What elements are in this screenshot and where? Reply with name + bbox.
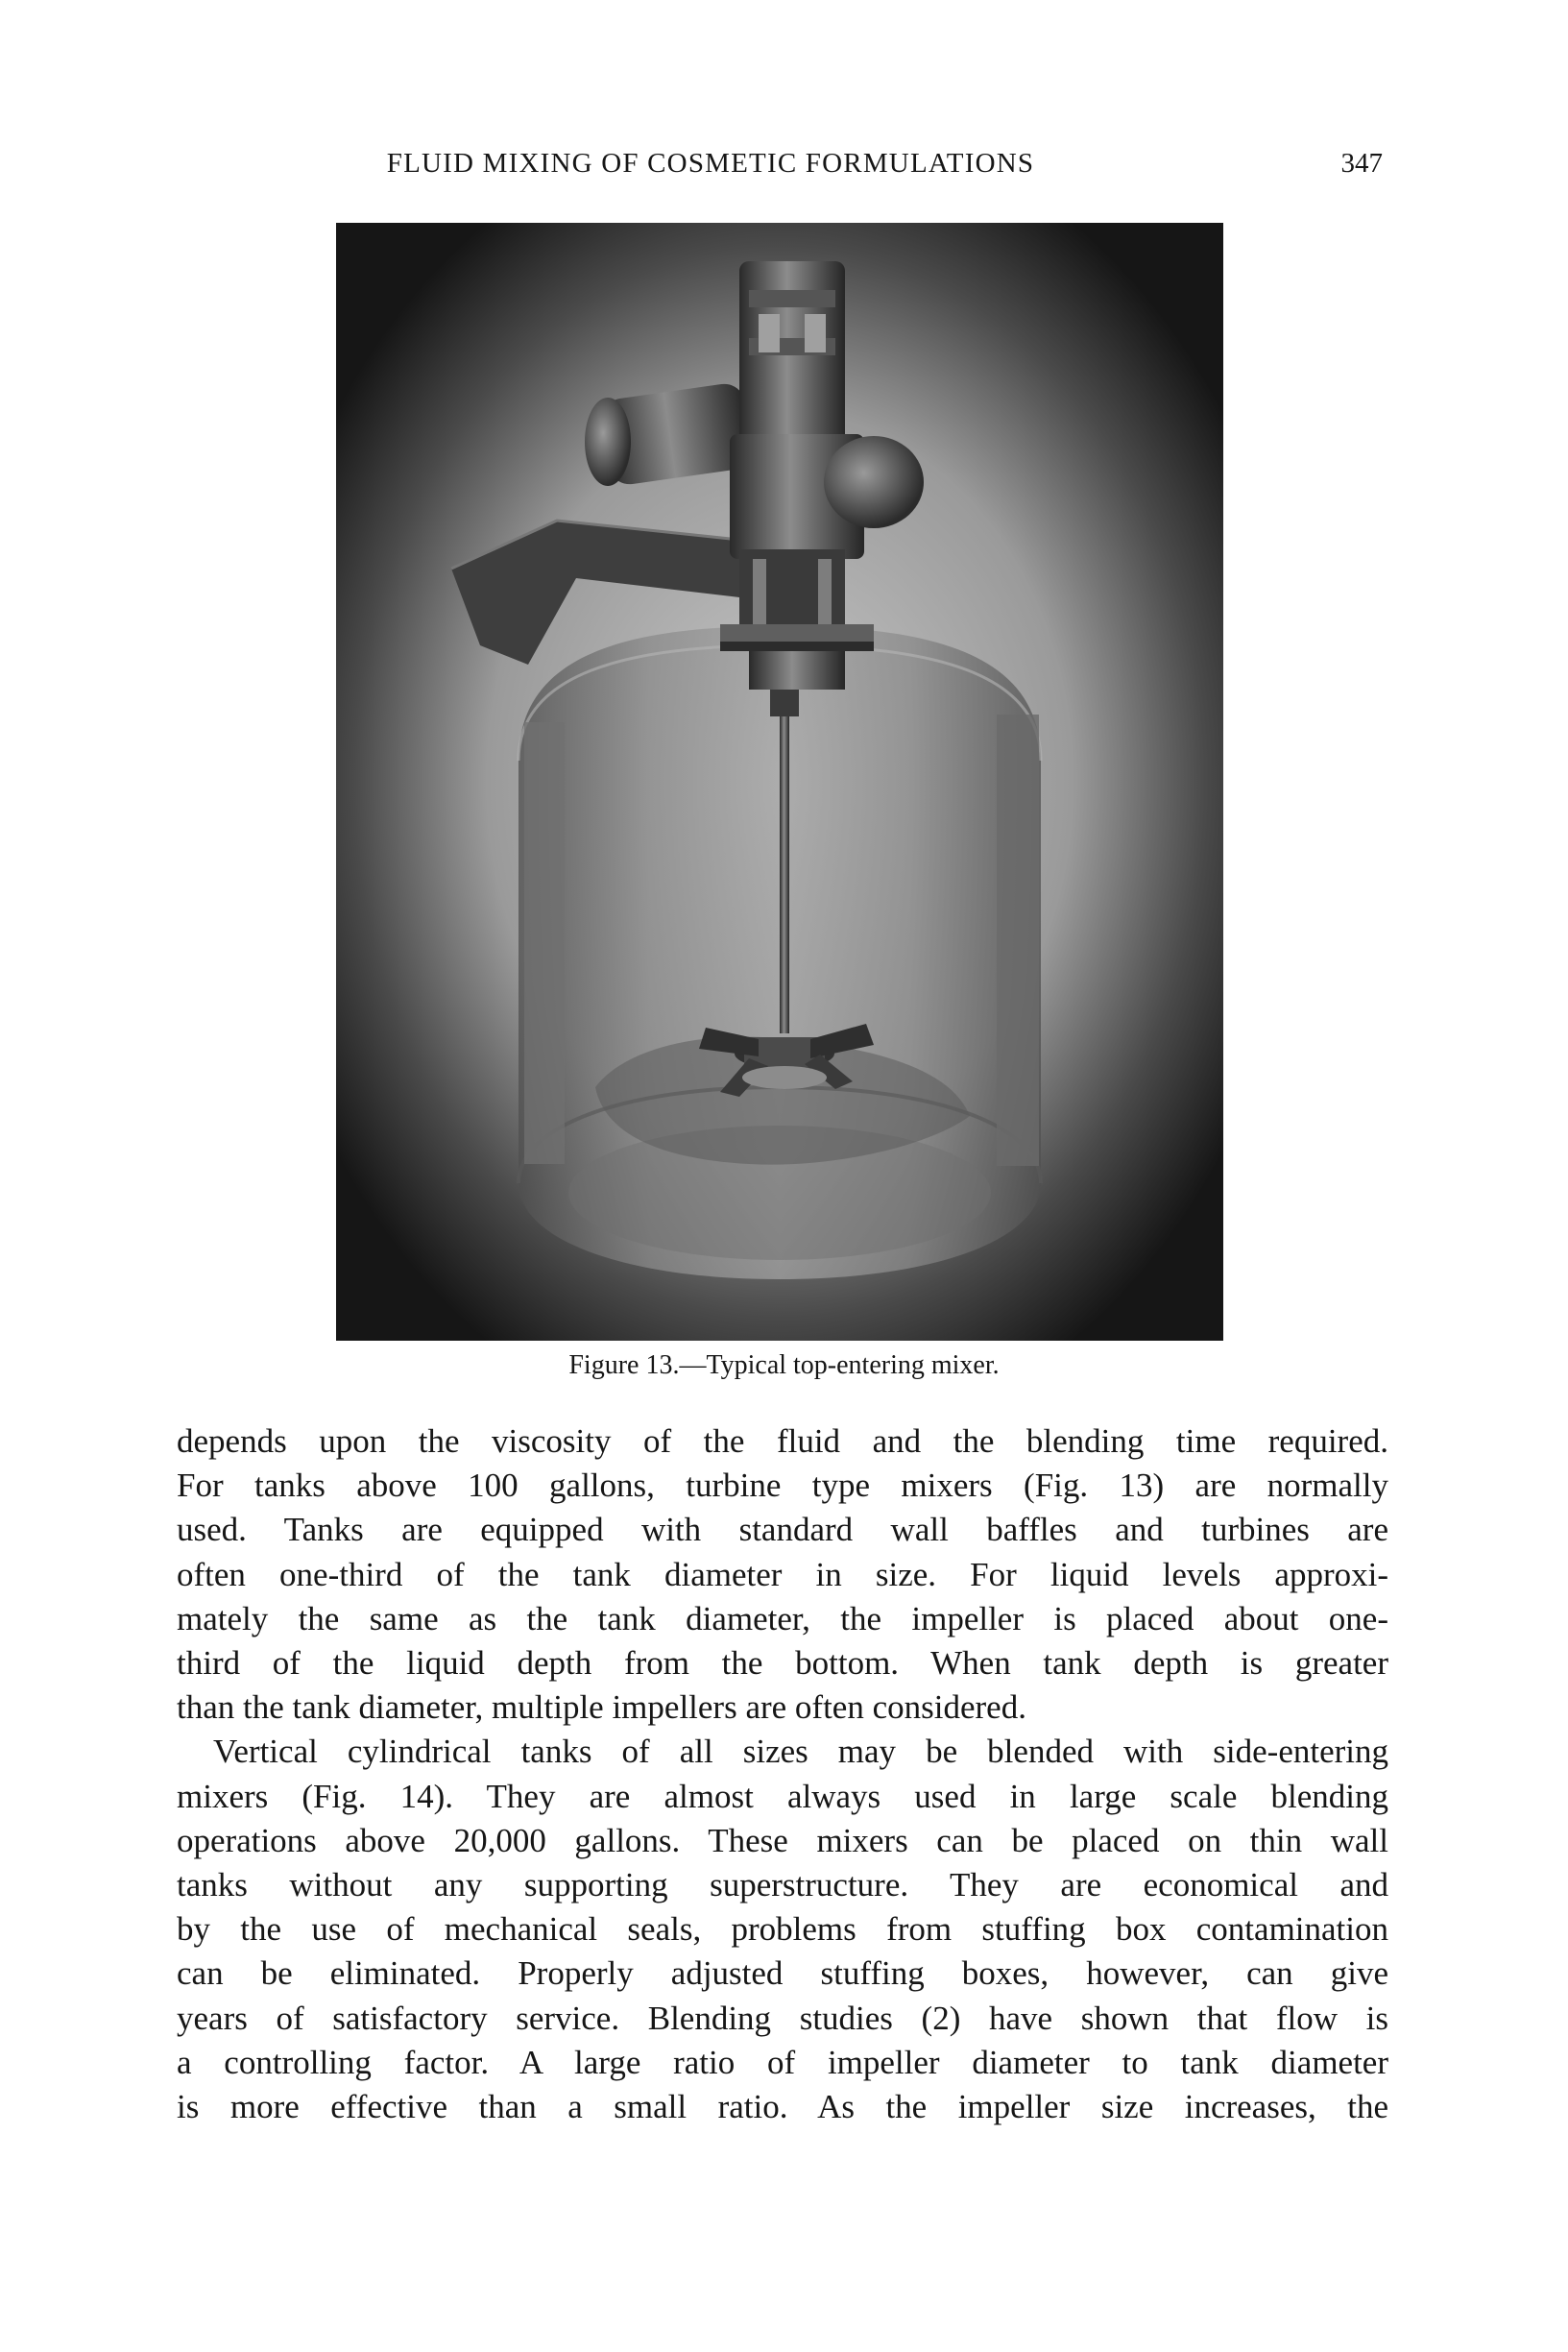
text-line: depends upon the viscosity of the fluid and the blending time required. — [177, 1422, 1388, 1460]
text-line: can be eliminated. Properly adjusted stuffing boxes, however, can give — [177, 1954, 1388, 1993]
figure-caption: Figure 13.—Typical top-entering mixer. — [568, 1350, 1000, 1380]
text-line: years of satisfactory service. Blending studies (2) have shown that flow is — [177, 1999, 1388, 2037]
running-head — [182, 144, 1383, 182]
text-line: used. Tanks are equipped with standard wall baffles and turbines are — [177, 1511, 1388, 1549]
text-line: mately the same as the tank diameter, the impeller is placed about one- — [177, 1599, 1388, 1637]
text-line: a controlling factor. A large ratio of impeller diameter to tank diameter — [177, 2043, 1388, 2081]
text-line: Vertical cylindrical tanks of all sizes may be blended with side-entering — [213, 1733, 1388, 1771]
text-line: than the tank diameter, multiple impellers are often considered. — [177, 1688, 1026, 1727]
text-line: third of the liquid depth from the bottom. When tank depth is greater — [177, 1644, 1388, 1683]
text-line: is more effective than a small ratio. As the impeller size increases, the — [177, 2088, 1388, 2126]
text-line: operations above 20,000 gallons. These mixers can be placed on thin wall — [177, 1821, 1388, 1859]
text-line: For tanks above 100 gallons, turbine type mixers (Fig. 13) are normally — [177, 1467, 1388, 1505]
text-line: by the use of mechanical seals, problems from stuffing box contamination — [177, 1910, 1388, 1949]
text-line: tanks without any supporting superstructure. They are economical and — [177, 1866, 1388, 1904]
figure-13-mixer-photo — [336, 223, 1223, 1341]
page-number: 347 — [1340, 148, 1383, 179]
running-title: FLUID MIXING OF COSMETIC FORMULATIONS — [386, 148, 1035, 179]
text-line: often one-third of the tank diameter in size. For liquid levels approxi- — [177, 1555, 1388, 1593]
text-line: mixers (Fig. 14). They are almost always used in large scale blending — [177, 1777, 1388, 1815]
body-text — [177, 1419, 1388, 2129]
mixer-illustration — [336, 223, 1223, 1341]
